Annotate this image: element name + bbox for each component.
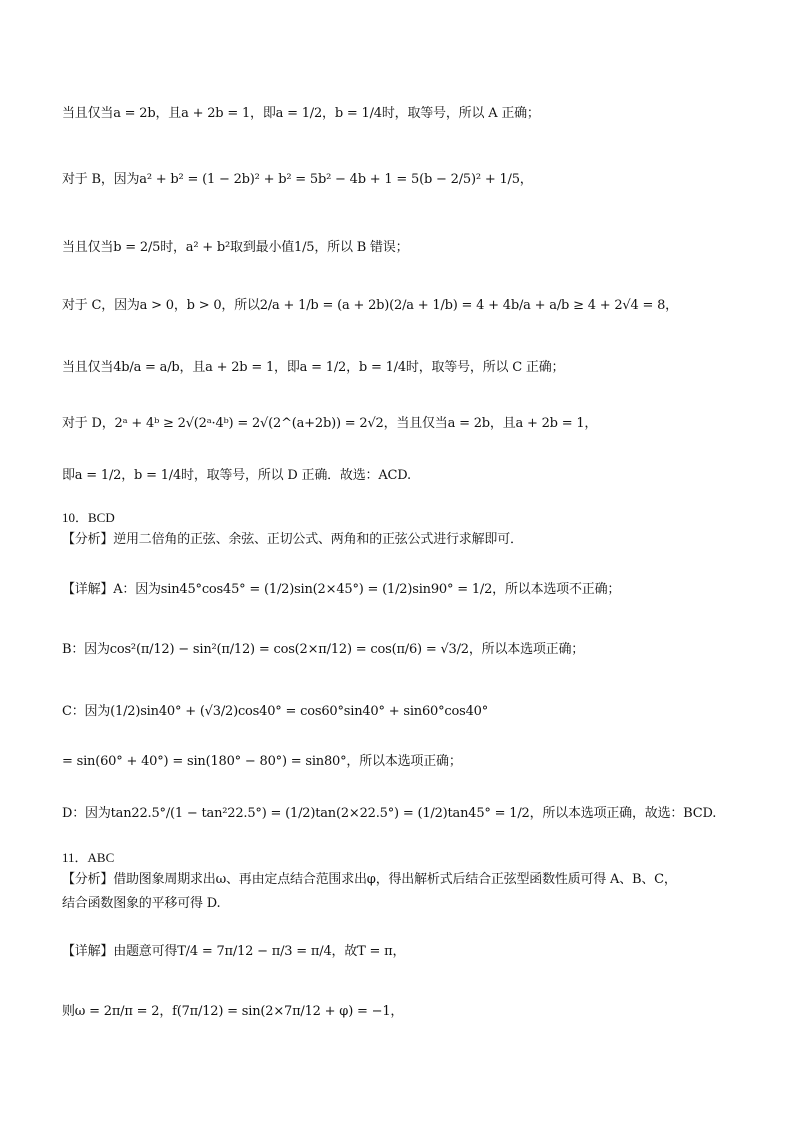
text-line-b-derivation: 对于 B，因为a² + b² = (1 − 2b)² + b² = 5b² − 4b + 1 = 5(b − 2/5)² + 1/5， [62,172,533,187]
text-line-b-conclusion: 当且仅当b = 2/5时，a² + b²取到最小值1/5，所以 B 错误； [62,240,409,255]
question-10-detail-c: C：因为(1/2)sin40° + (√3/2)cos40° = cos60°sin40° + sin60°cos40° [62,704,489,719]
question-10-analysis: 【分析】逆用二倍角的正弦、余弦、正切公式、两角和的正弦公式进行求解即可． [62,532,523,547]
text-line-d-conclusion: 即a = 1/2，b = 1/4时，取等号，所以 D 正确．故选：ACD. [62,468,411,483]
question-11-detail: 【详解】由题意可得T/4 = 7π/12 − π/3 = π/4，故T = π， [62,944,406,959]
question-11-analysis-cont: 结合函数图象的平移可得 D. [62,896,221,911]
question-10-detail-b: B：因为cos²(π/12) − sin²(π/12) = cos(2×π/12) = cos(π/6) = √3/2，所以本选项正确； [62,642,585,657]
question-11-answer: 11．ABC [62,850,115,865]
question-10-detail-a: 【详解】A：因为sin45°cos45° = (1/2)sin(2×45°) = (1/2)sin90° = 1/2，所以本选项不正确； [62,582,621,597]
question-10-detail-c-cont: = sin(60° + 40°) = sin(180° − 80°) = sin80°，所以本选项正确； [62,754,462,769]
question-10-answer: 10．BCD [62,510,115,525]
question-10-detail-d: D：因为tan22.5°/(1 − tan²22.5°) = (1/2)tan(2×22.5°) = (1/2)tan45° = 1/2，所以本选项正确，故选：BCD. [62,806,717,821]
text-line-c-derivation: 对于 C，因为a > 0，b > 0，所以2/a + 1/b = (a + 2b)(2/a + 1/b) = 4 + 4b/a + a/b ≥ 4 + 2√4 = 8， [62,298,678,313]
text-line-d-derivation: 对于 D，2ᵃ + 4ᵇ ≥ 2√(2ᵃ·4ᵇ) = 2√(2^(a+2b)) = 2√2，当且仅当a = 2b，且a + 2b = 1， [62,416,598,431]
text-line-c-conclusion: 当且仅当4b/a = a/b，且a + 2b = 1，即a = 1/2，b = 1/4时，取等号，所以 C 正确； [62,360,565,375]
question-11-analysis: 【分析】借助图象周期求出ω、再由定点结合范围求出φ，得出解析式后结合正弦型函数性质可得 A、B、C， [62,872,677,887]
text-line-a-conclusion: 当且仅当a = 2b，且a + 2b = 1，即a = 1/2，b = 1/4时，取等号，所以 A 正确； [62,106,540,121]
question-11-detail-cont: 则ω = 2π/π = 2，f(7π/12) = sin(2×7π/12 + φ) = −1， [62,1004,404,1019]
